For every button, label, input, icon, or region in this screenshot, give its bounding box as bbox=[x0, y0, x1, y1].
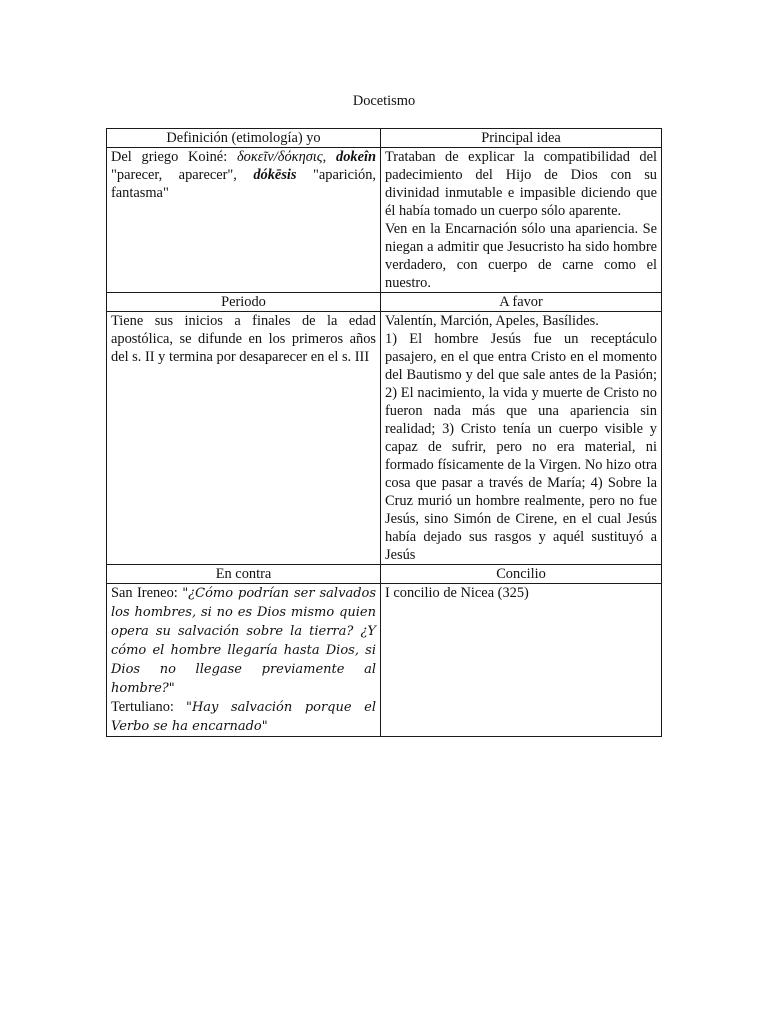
author-ireneo: San Ireneo: bbox=[111, 585, 183, 601]
docetism-table bbox=[106, 128, 662, 737]
definicion-suffix: "aparición, fantasma" bbox=[111, 167, 377, 201]
quote-tertuliano bbox=[111, 698, 376, 736]
author-tertuliano: Tertuliano: bbox=[111, 699, 186, 715]
header-concilio: Concilio bbox=[381, 565, 662, 584]
definicion-prefix: Del griego Koiné: bbox=[111, 149, 237, 165]
header-en-contra: En contra bbox=[107, 565, 381, 584]
table-row bbox=[107, 584, 662, 737]
definicion-mid: "parecer, aparecer", bbox=[111, 167, 254, 183]
greek-term: δοκεῖν/δόκησις bbox=[236, 149, 323, 165]
cell-periodo: Tiene sus inicios a finales de la edad apostólica, se difunde en los primeros años del s. II y termina por desaparecer en el s. III bbox=[107, 312, 381, 565]
cell-concilio: I concilio de Nicea (325) bbox=[381, 584, 662, 737]
term-dokein: dokeîn bbox=[336, 149, 376, 165]
a-favor-names: Valentín, Marción, Apeles, Basílides. bbox=[385, 313, 599, 329]
header-a-favor: A favor bbox=[381, 293, 662, 312]
cell-definicion bbox=[107, 148, 381, 293]
definicion-comma: , bbox=[322, 149, 336, 165]
cell-a-favor bbox=[381, 312, 662, 565]
cell-principal-idea bbox=[381, 148, 662, 293]
a-favor-points: 1) El hombre Jesús fue un receptáculo pasajero, en el que entra Cristo en el momento del Bautismo y del que sale antes de la Pasión; 2) El nacimiento, la vida y muerte de Cristo no fueron nada más que una apariencia sin realidad; 3) Cristo tenía un cuerpo visible y capaz de sufrir, pero no era material, ni formado físicamente de la Virgen. No hizo otra cosa que pasar a través de María; 4) Sobre la Cruz murió un hombre realmente, pero no fue Jesús, sino Simón de Cirene, en el cual Jesús había dejado sus rasgos y aquél sustituyó a Jesús bbox=[385, 331, 657, 563]
cell-en-contra bbox=[107, 584, 381, 737]
quote-ireneo bbox=[111, 584, 376, 698]
table-header-row bbox=[107, 293, 662, 312]
principal-idea-paragraph-1: Trataban de explicar la compatibilidad del padecimiento del Hijo de Dios con su divinidad inmutable e impasible diciendo que él había tomado un cuerpo sólo aparente. bbox=[385, 149, 657, 219]
quote-tertuliano-text: "Hay salvación porque el Verbo se ha encarnado" bbox=[111, 700, 376, 734]
term-dokesis: dókēsis bbox=[253, 167, 297, 183]
table-header-row bbox=[107, 129, 662, 148]
principal-idea-paragraph-2: Ven en la Encarnación sólo una apariencia. Se niegan a admitir que Jesucristo ha sido hombre verdadero, con cuerpo de carne como el nuestro. bbox=[385, 221, 657, 291]
table-row bbox=[107, 148, 662, 293]
header-principal-idea: Principal idea bbox=[381, 129, 662, 148]
table-header-row bbox=[107, 565, 662, 584]
header-periodo: Periodo bbox=[107, 293, 381, 312]
quote-ireneo-text: "¿Cómo podrían ser salvados los hombres, si no es Dios mismo quien opera su salvación sobre la tierra? ¿Y cómo el hombre llegaría hasta Dios, si Dios no llegase previamente al hombre?" bbox=[111, 586, 377, 696]
header-definicion: Definición (etimología) yo bbox=[107, 129, 381, 148]
document-title: Docetismo bbox=[352, 93, 416, 109]
table-row bbox=[107, 312, 662, 565]
